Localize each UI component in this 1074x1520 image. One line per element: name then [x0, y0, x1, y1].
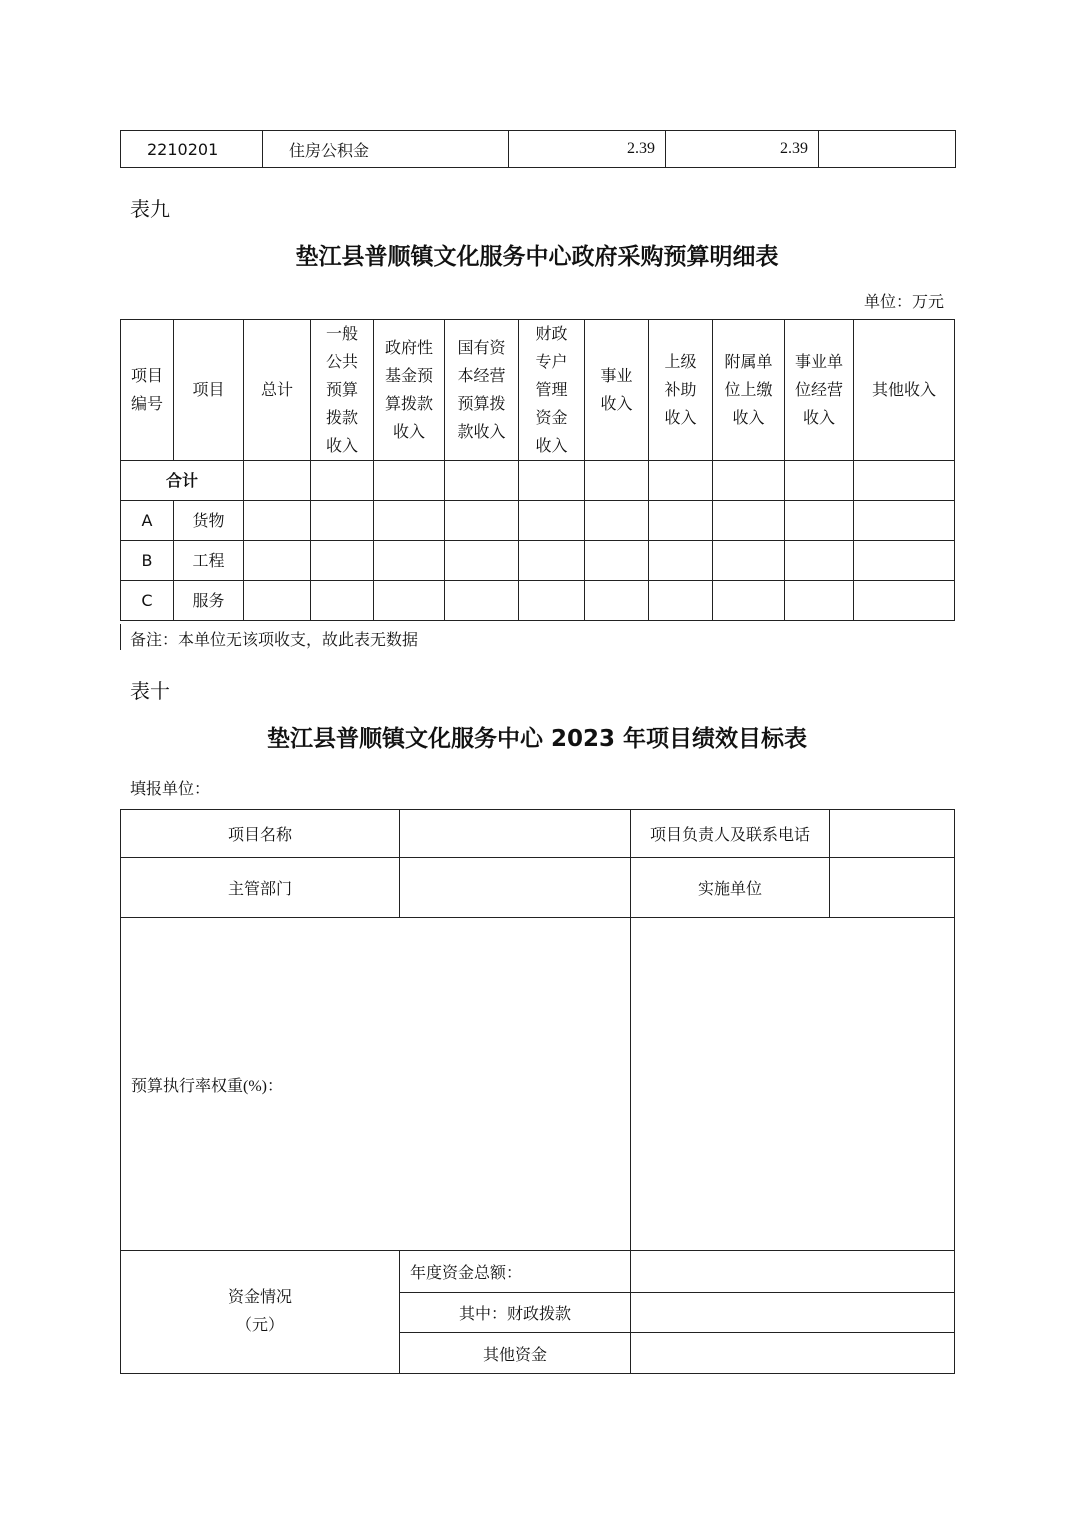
empty-cell	[785, 501, 854, 541]
other-funds-label: 其他资金	[400, 1333, 631, 1374]
table-row	[121, 501, 955, 541]
fill-unit-label: 填报单位：	[130, 779, 211, 798]
empty-cell	[311, 461, 374, 501]
empty-cell	[785, 581, 854, 621]
table-row	[121, 1251, 955, 1293]
column-header: 一般 公共 预算 拨款 收入	[311, 320, 374, 461]
project-leader-label: 项目负责人及联系电话	[631, 810, 830, 858]
empty-cell	[244, 541, 311, 581]
empty-cell	[585, 501, 649, 541]
empty-cell	[244, 501, 311, 541]
empty-cell	[400, 858, 631, 918]
budget-weight-label: 预算执行率权重(%)：	[121, 918, 631, 1251]
empty-cell	[631, 1251, 955, 1293]
implementer-label: 实施单位	[631, 858, 830, 918]
unit-label: 单位：万元	[863, 292, 944, 311]
empty-cell	[445, 461, 519, 501]
empty-cell	[713, 581, 785, 621]
empty-cell	[311, 501, 374, 541]
item-value: 2.39	[509, 131, 666, 168]
empty-cell	[631, 1333, 955, 1374]
total-label: 合计	[121, 461, 244, 501]
column-header: 财政 专户 管理 资金 收入	[519, 320, 585, 461]
fiscal-label: 其中：财政拨款	[400, 1293, 631, 1333]
empty-cell	[830, 858, 955, 918]
empty-cell	[519, 461, 585, 501]
item-name: 工程	[174, 541, 244, 581]
column-header: 国有资 本经营 预算拨 款收入	[445, 320, 519, 461]
funds-unit: （元）	[235, 1317, 284, 1334]
table-row	[121, 858, 955, 918]
empty-cell	[631, 1293, 955, 1333]
table-label: 表九	[130, 197, 170, 221]
empty-cell	[713, 541, 785, 581]
empty-cell	[244, 581, 311, 621]
empty-cell	[519, 541, 585, 581]
funds-label	[121, 1251, 400, 1374]
empty-cell	[374, 501, 445, 541]
empty-cell	[713, 501, 785, 541]
column-header: 项目 编号	[121, 320, 174, 461]
table-row	[121, 581, 955, 621]
procurement-budget-table	[120, 319, 955, 621]
empty-cell	[400, 810, 631, 858]
empty-cell	[445, 581, 519, 621]
empty-cell	[311, 541, 374, 581]
item-code: C	[121, 581, 174, 621]
table-row	[121, 810, 955, 858]
annual-total-label: 年度资金总额：	[400, 1251, 631, 1293]
empty-cell	[854, 461, 955, 501]
empty-cell	[311, 581, 374, 621]
empty-cell	[785, 541, 854, 581]
item-code: B	[121, 541, 174, 581]
table-label: 表十	[130, 679, 170, 703]
column-header: 项目	[174, 320, 244, 461]
table-title: 垫江县普顺镇文化服务中心 2023 年项目绩效目标表	[266, 726, 808, 752]
table-row	[121, 461, 955, 501]
empty-cell	[830, 810, 955, 858]
item-name: 住房公积金	[263, 131, 509, 168]
empty-cell	[244, 461, 311, 501]
empty-cell	[374, 461, 445, 501]
project-name-label: 项目名称	[121, 810, 400, 858]
empty-cell	[585, 461, 649, 501]
column-header: 总计	[244, 320, 311, 461]
empty-cell	[631, 918, 955, 1251]
empty-cell	[785, 461, 854, 501]
empty-cell	[374, 541, 445, 581]
empty-cell	[854, 581, 955, 621]
table-row	[121, 918, 955, 1251]
empty-cell	[713, 461, 785, 501]
column-header: 政府性 基金预 算拨款 收入	[374, 320, 445, 461]
table-header-row	[121, 320, 955, 461]
table-title: 垫江县普顺镇文化服务中心政府采购预算明细表	[295, 244, 779, 270]
empty-cell	[585, 581, 649, 621]
table-note: 备注：本单位无该项收支，故此表无数据	[130, 630, 419, 649]
column-header: 上级 补助 收入	[649, 320, 713, 461]
column-header: 事业 收入	[585, 320, 649, 461]
item-value: 2.39	[666, 131, 819, 168]
empty-cell	[649, 501, 713, 541]
column-header: 附属单 位上缴 收入	[713, 320, 785, 461]
previous-table-last-row	[120, 130, 956, 168]
empty-cell	[649, 541, 713, 581]
empty-cell	[585, 541, 649, 581]
empty-cell	[649, 581, 713, 621]
funds-title: 资金情况	[227, 1289, 292, 1306]
column-header: 其他收入	[854, 320, 955, 461]
table-row	[121, 541, 955, 581]
item-code: 2210201	[121, 131, 263, 168]
performance-target-table	[120, 809, 955, 1374]
empty-cell	[854, 541, 955, 581]
column-header: 事业单 位经营 收入	[785, 320, 854, 461]
department-label: 主管部门	[121, 858, 400, 918]
empty-cell	[374, 581, 445, 621]
empty-cell	[519, 501, 585, 541]
empty-cell	[445, 501, 519, 541]
table-row	[121, 131, 956, 168]
empty-cell	[819, 131, 956, 168]
empty-cell	[854, 501, 955, 541]
item-name: 服务	[174, 581, 244, 621]
empty-cell	[445, 541, 519, 581]
empty-cell	[519, 581, 585, 621]
item-name: 货物	[174, 501, 244, 541]
empty-cell	[649, 461, 713, 501]
item-code: A	[121, 501, 174, 541]
